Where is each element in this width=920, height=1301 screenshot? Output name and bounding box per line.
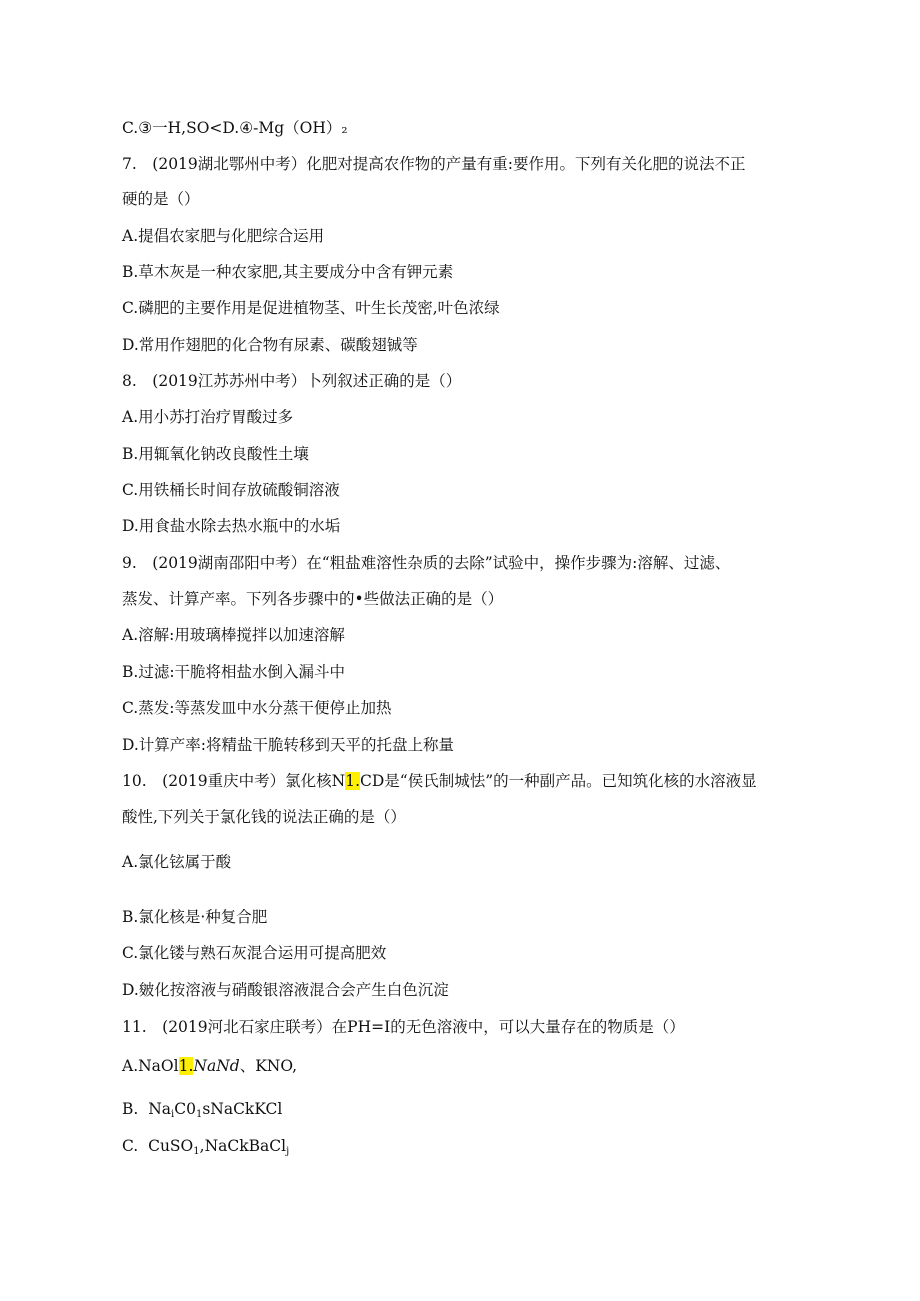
text-line: 硬的是（） (122, 190, 200, 208)
q10-text-after: CD是“侯氏制城怯”的一种副产品。已知筑化核的水溶液显 (360, 772, 757, 790)
text-line: C.氯化镂与熟石灰混合运用可提高肥效 (122, 944, 387, 962)
q11-option-b (122, 1098, 282, 1126)
q11-c-label: C. (122, 1137, 139, 1155)
text-line: D.计算产率:将精盐干脆转移到天平的托盘上称量 (122, 736, 455, 754)
q10-text-before: 10. (2019重庆中考）氯化核N (122, 772, 346, 790)
q11-b-sub2: 1 (195, 1109, 203, 1120)
text-line: B.氯化核是·种复合肥 (122, 908, 268, 926)
text-line: A.溶解:用玻璃棒搅拌以加速溶解 (122, 626, 345, 644)
text-line: C.③一H,SO<D.④-Mg（OH）₂ (122, 119, 348, 137)
q11-option-c (122, 1135, 289, 1163)
q11-b-part3: sNaCkKCl (202, 1100, 283, 1118)
text-line: D.用食盐水除去热水瓶中的水垢 (122, 517, 341, 535)
text-line: D.皴化按溶液与硝酸银溶液混合会产生白色沉淀 (122, 981, 449, 999)
q10-highlight: 1. (345, 772, 361, 790)
text-line: 蒸发、计算产率。下列各步骤中的•些做法正确的是（） (122, 590, 504, 608)
q11-c-part2: ,NaCkBaCl (199, 1137, 287, 1155)
text-line: A.氯化铉属于酸 (122, 853, 232, 871)
q11-b-label: B. (122, 1100, 139, 1118)
text-line: 酸性,下列关于氯化钱的说法正确的是（） (122, 808, 406, 826)
text-line: C.磷肥的主要作用是促进植物茎、叶生长茂密,叶色浓绿 (122, 299, 500, 317)
q11-a-after: 、KNO, (239, 1057, 298, 1075)
q11-b-part1: Na (148, 1100, 171, 1118)
text-line: 11. (2019河北石家庄联考）在PH=I的无色溶液中，可以大量存在的物质是（） (122, 1018, 685, 1036)
text-line: 9. (2019湖南邵阳中考）在“粗盐难溶性杂质的去除”试验中，操作步骤为:溶解、过滤、 (122, 554, 731, 572)
q11-a-highlight: 1. (178, 1057, 194, 1075)
q11-b-sub1: i (171, 1109, 175, 1120)
text-line: A.用小苏打治疗胃酸过多 (122, 408, 294, 426)
q11-a-italic: NaNd (193, 1057, 240, 1075)
q11-c-sub2: j (286, 1146, 290, 1157)
q11-c-sub1: 1 (193, 1146, 200, 1157)
question-10-line (122, 770, 757, 792)
text-line: B.草木灰是一种农家肥,其主要成分中含有钾元素 (122, 263, 454, 281)
text-line: B.用辄氧化钠改良酸性土壤 (122, 445, 309, 463)
text-line: A.提倡农家肥与化肥综合运用 (122, 227, 325, 245)
text-line: C.蒸发:等蒸发皿中水分蒸干便停止加热 (122, 699, 392, 717)
text-line: C.用铁桶长时间存放硫酸铜溶液 (122, 481, 340, 499)
text-line: 7. (2019湖北鄂州中考）化肥对提高农作物的产量有重:要作用。下列有关化肥的说法不正 (122, 155, 746, 173)
text-line: 8. (2019江苏苏州中考）卜列叙述正确的是（） (122, 372, 462, 390)
q11-b-part2: C0 (174, 1100, 196, 1118)
q11-a-before: A.NaOl (122, 1057, 179, 1075)
text-line: B.过滤:干脆将相盐水倒入漏斗中 (122, 663, 346, 681)
q11-c-part1: CuSO (148, 1137, 194, 1155)
q11-option-a (122, 1055, 297, 1077)
text-line: D.常用作翅肥的化合物有尿素、碳酸翅铖等 (122, 336, 418, 354)
